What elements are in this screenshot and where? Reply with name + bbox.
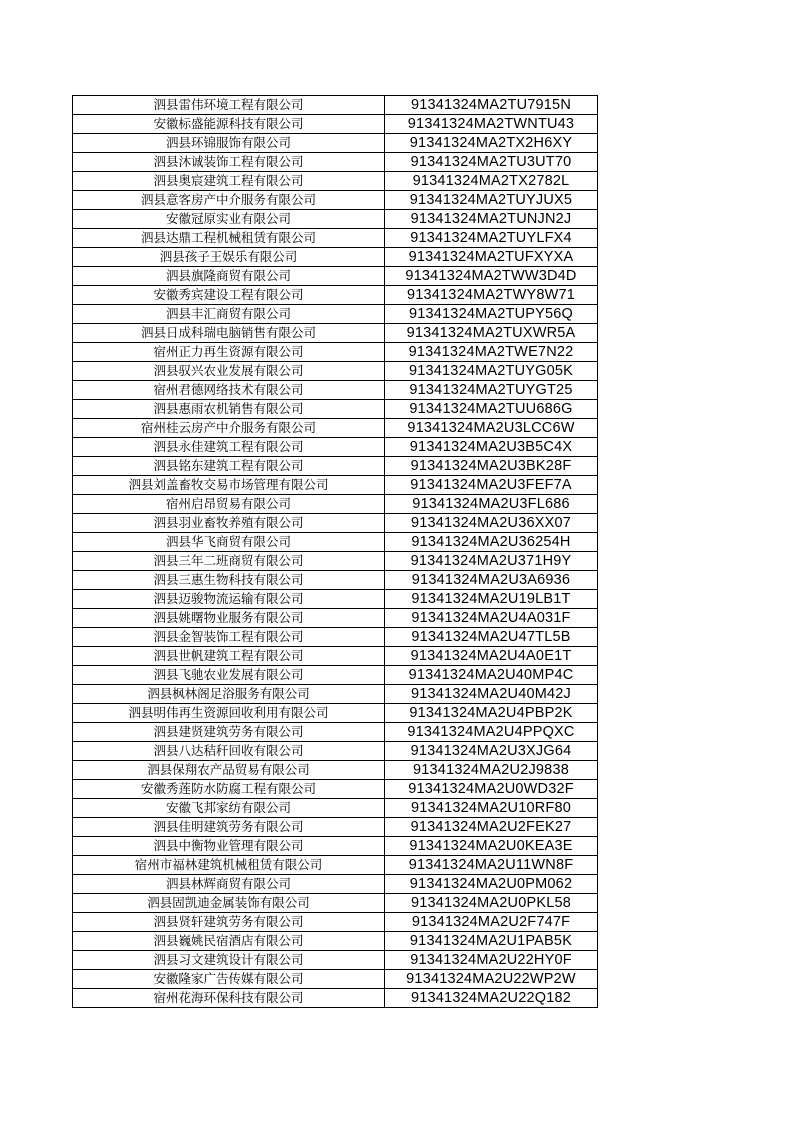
credit-code-cell: 91341324MA2TUYJUX5 [385,191,598,210]
credit-code-cell: 91341324MA2U3FL686 [385,495,598,514]
table-row [73,305,598,324]
table-row [73,989,598,1008]
table-row [73,913,598,932]
table-row [73,590,598,609]
company-name-cell: 泗县华飞商贸有限公司 [73,533,385,552]
table-row [73,495,598,514]
credit-code-cell: 91341324MA2TUU686G [385,400,598,419]
company-name-cell: 泗县铭东建筑工程有限公司 [73,457,385,476]
table-row [73,609,598,628]
company-name-cell: 泗县中衡物业管理有限公司 [73,837,385,856]
company-name-cell: 泗县意客房产中介服务有限公司 [73,191,385,210]
table-row [73,514,598,533]
credit-code-cell: 91341324MA2U40MP4C [385,666,598,685]
company-name-cell: 泗县金智装饰工程有限公司 [73,628,385,647]
company-name-cell: 泗县保翔农产品贸易有限公司 [73,761,385,780]
table-row [73,324,598,343]
credit-code-cell: 91341324MA2TUFXYXA [385,248,598,267]
credit-code-cell: 91341324MA2U4PPQXC [385,723,598,742]
table-row [73,571,598,590]
table-row [73,932,598,951]
company-name-cell: 泗县贤轩建筑劳务有限公司 [73,913,385,932]
table-row [73,837,598,856]
table-row [73,799,598,818]
company-name-cell: 泗县日成科瑞电脑销售有限公司 [73,324,385,343]
company-table-body [73,96,598,1008]
company-name-cell: 宿州市福林建筑机械租赁有限公司 [73,856,385,875]
company-name-cell: 泗县丰汇商贸有限公司 [73,305,385,324]
credit-code-cell: 91341324MA2TUNJN2J [385,210,598,229]
company-name-cell: 泗县羽业畜牧养殖有限公司 [73,514,385,533]
table-row [73,267,598,286]
table-row [73,552,598,571]
company-name-cell: 安徽标盛能源科技有限公司 [73,115,385,134]
company-name-cell: 泗县佳明建筑劳务有限公司 [73,818,385,837]
company-name-cell: 泗县固凯迪金属装饰有限公司 [73,894,385,913]
credit-code-cell: 91341324MA2TUYLFX4 [385,229,598,248]
credit-code-cell: 91341324MA2TUPY56Q [385,305,598,324]
company-name-cell: 安徽飞邦家纺有限公司 [73,799,385,818]
company-name-cell: 泗县驭兴农业发展有限公司 [73,362,385,381]
credit-code-cell: 91341324MA2U371H9Y [385,552,598,571]
credit-code-cell: 91341324MA2U36XX07 [385,514,598,533]
company-name-cell: 泗县姚曙物业服务有限公司 [73,609,385,628]
table-row [73,894,598,913]
table-row [73,153,598,172]
company-name-cell: 安徽秀莲防水防腐工程有限公司 [73,780,385,799]
credit-code-cell: 91341324MA2U11WN8F [385,856,598,875]
table-row [73,780,598,799]
credit-code-cell: 91341324MA2U47TL5B [385,628,598,647]
company-name-cell: 宿州花海环保科技有限公司 [73,989,385,1008]
company-table [72,95,598,1008]
credit-code-cell: 91341324MA2U22WP2W [385,970,598,989]
credit-code-cell: 91341324MA2U40M42J [385,685,598,704]
table-row [73,457,598,476]
credit-code-cell: 91341324MA2U3FEF7A [385,476,598,495]
table-row [73,856,598,875]
company-name-cell: 泗县三年二班商贸有限公司 [73,552,385,571]
table-row [73,723,598,742]
company-name-cell: 泗县世帆建筑工程有限公司 [73,647,385,666]
table-row [73,875,598,894]
credit-code-cell: 91341324MA2U10RF80 [385,799,598,818]
table-row [73,685,598,704]
credit-code-cell: 91341324MA2U3A6936 [385,571,598,590]
table-row [73,248,598,267]
credit-code-cell: 91341324MA2U4A0E1T [385,647,598,666]
company-name-cell: 泗县达鼎工程机械租赁有限公司 [73,229,385,248]
credit-code-cell: 91341324MA2TWE7N22 [385,343,598,362]
credit-code-cell: 91341324MA2TX2782L [385,172,598,191]
company-name-cell: 泗县飞驰农业发展有限公司 [73,666,385,685]
credit-code-cell: 91341324MA2TU7915N [385,96,598,115]
table-row [73,419,598,438]
credit-code-cell: 91341324MA2U0PKL58 [385,894,598,913]
credit-code-cell: 91341324MA2U2FEK27 [385,818,598,837]
credit-code-cell: 91341324MA2U2F747F [385,913,598,932]
credit-code-cell: 91341324MA2U19LB1T [385,590,598,609]
company-name-cell: 泗县巍姚民宿酒店有限公司 [73,932,385,951]
credit-code-cell: 91341324MA2TWW3D4D [385,267,598,286]
company-name-cell: 泗县枫林阁足浴服务有限公司 [73,685,385,704]
credit-code-cell: 91341324MA2U22HY0F [385,951,598,970]
table-row [73,191,598,210]
table-row [73,229,598,248]
credit-code-cell: 91341324MA2U0PM062 [385,875,598,894]
table-row [73,400,598,419]
table-row [73,172,598,191]
company-name-cell: 泗县雷伟环境工程有限公司 [73,96,385,115]
credit-code-cell: 91341324MA2U0KEA3E [385,837,598,856]
company-name-cell: 宿州桂云房产中介服务有限公司 [73,419,385,438]
company-name-cell: 泗县建贤建筑劳务有限公司 [73,723,385,742]
company-name-cell: 泗县奥宸建筑工程有限公司 [73,172,385,191]
table-row [73,115,598,134]
company-name-cell: 泗县永佳建筑工程有限公司 [73,438,385,457]
table-row [73,970,598,989]
table-row [73,476,598,495]
company-name-cell: 泗县旗隆商贸有限公司 [73,267,385,286]
credit-code-cell: 91341324MA2U2J9838 [385,761,598,780]
company-name-cell: 泗县沐诚装饰工程有限公司 [73,153,385,172]
table-row [73,951,598,970]
credit-code-cell: 91341324MA2TX2H6XY [385,134,598,153]
company-name-cell: 泗县八达秸秆回收有限公司 [73,742,385,761]
table-row [73,818,598,837]
company-name-cell: 宿州君德网络技术有限公司 [73,381,385,400]
credit-code-cell: 91341324MA2TUYG05K [385,362,598,381]
company-name-cell: 泗县孩子王娱乐有限公司 [73,248,385,267]
credit-code-cell: 91341324MA2U4PBP2K [385,704,598,723]
table-row [73,628,598,647]
table-row [73,210,598,229]
credit-code-cell: 91341324MA2U22Q182 [385,989,598,1008]
table-row [73,704,598,723]
credit-code-cell: 91341324MA2U1PAB5K [385,932,598,951]
credit-code-cell: 91341324MA2TUYGT25 [385,381,598,400]
company-name-cell: 泗县惠雨农机销售有限公司 [73,400,385,419]
company-name-cell: 泗县迈骏物流运输有限公司 [73,590,385,609]
credit-code-cell: 91341324MA2U0WD32F [385,780,598,799]
company-name-cell: 安徽隆家广告传媒有限公司 [73,970,385,989]
table-row [73,96,598,115]
table-row [73,362,598,381]
credit-code-cell: 91341324MA2U3B5C4X [385,438,598,457]
credit-code-cell: 91341324MA2U3LCC6W [385,419,598,438]
company-name-cell: 安徽冠原实业有限公司 [73,210,385,229]
company-name-cell: 泗县刘盖畜牧交易市场管理有限公司 [73,476,385,495]
company-name-cell: 泗县三惠生物科技有限公司 [73,571,385,590]
company-name-cell: 泗县林辉商贸有限公司 [73,875,385,894]
table-row [73,533,598,552]
table-row [73,666,598,685]
credit-code-cell: 91341324MA2U3BK28F [385,457,598,476]
company-name-cell: 宿州启昂贸易有限公司 [73,495,385,514]
company-name-cell: 泗县环锦服饰有限公司 [73,134,385,153]
table-row [73,647,598,666]
table-row [73,343,598,362]
company-name-cell: 安徽秀宾建设工程有限公司 [73,286,385,305]
table-row [73,134,598,153]
table-row [73,381,598,400]
company-name-cell: 宿州正力再生资源有限公司 [73,343,385,362]
credit-code-cell: 91341324MA2U3XJG64 [385,742,598,761]
company-name-cell: 泗县明伟再生资源回收利用有限公司 [73,704,385,723]
table-row [73,742,598,761]
table-row [73,761,598,780]
credit-code-cell: 91341324MA2TUXWR5A [385,324,598,343]
credit-code-cell: 91341324MA2TWY8W71 [385,286,598,305]
credit-code-cell: 91341324MA2U4A031F [385,609,598,628]
table-row [73,286,598,305]
credit-code-cell: 91341324MA2TU3UT70 [385,153,598,172]
company-name-cell: 泗县习文建筑设计有限公司 [73,951,385,970]
credit-code-cell: 91341324MA2U36254H [385,533,598,552]
table-row [73,438,598,457]
credit-code-cell: 91341324MA2TWNTU43 [385,115,598,134]
